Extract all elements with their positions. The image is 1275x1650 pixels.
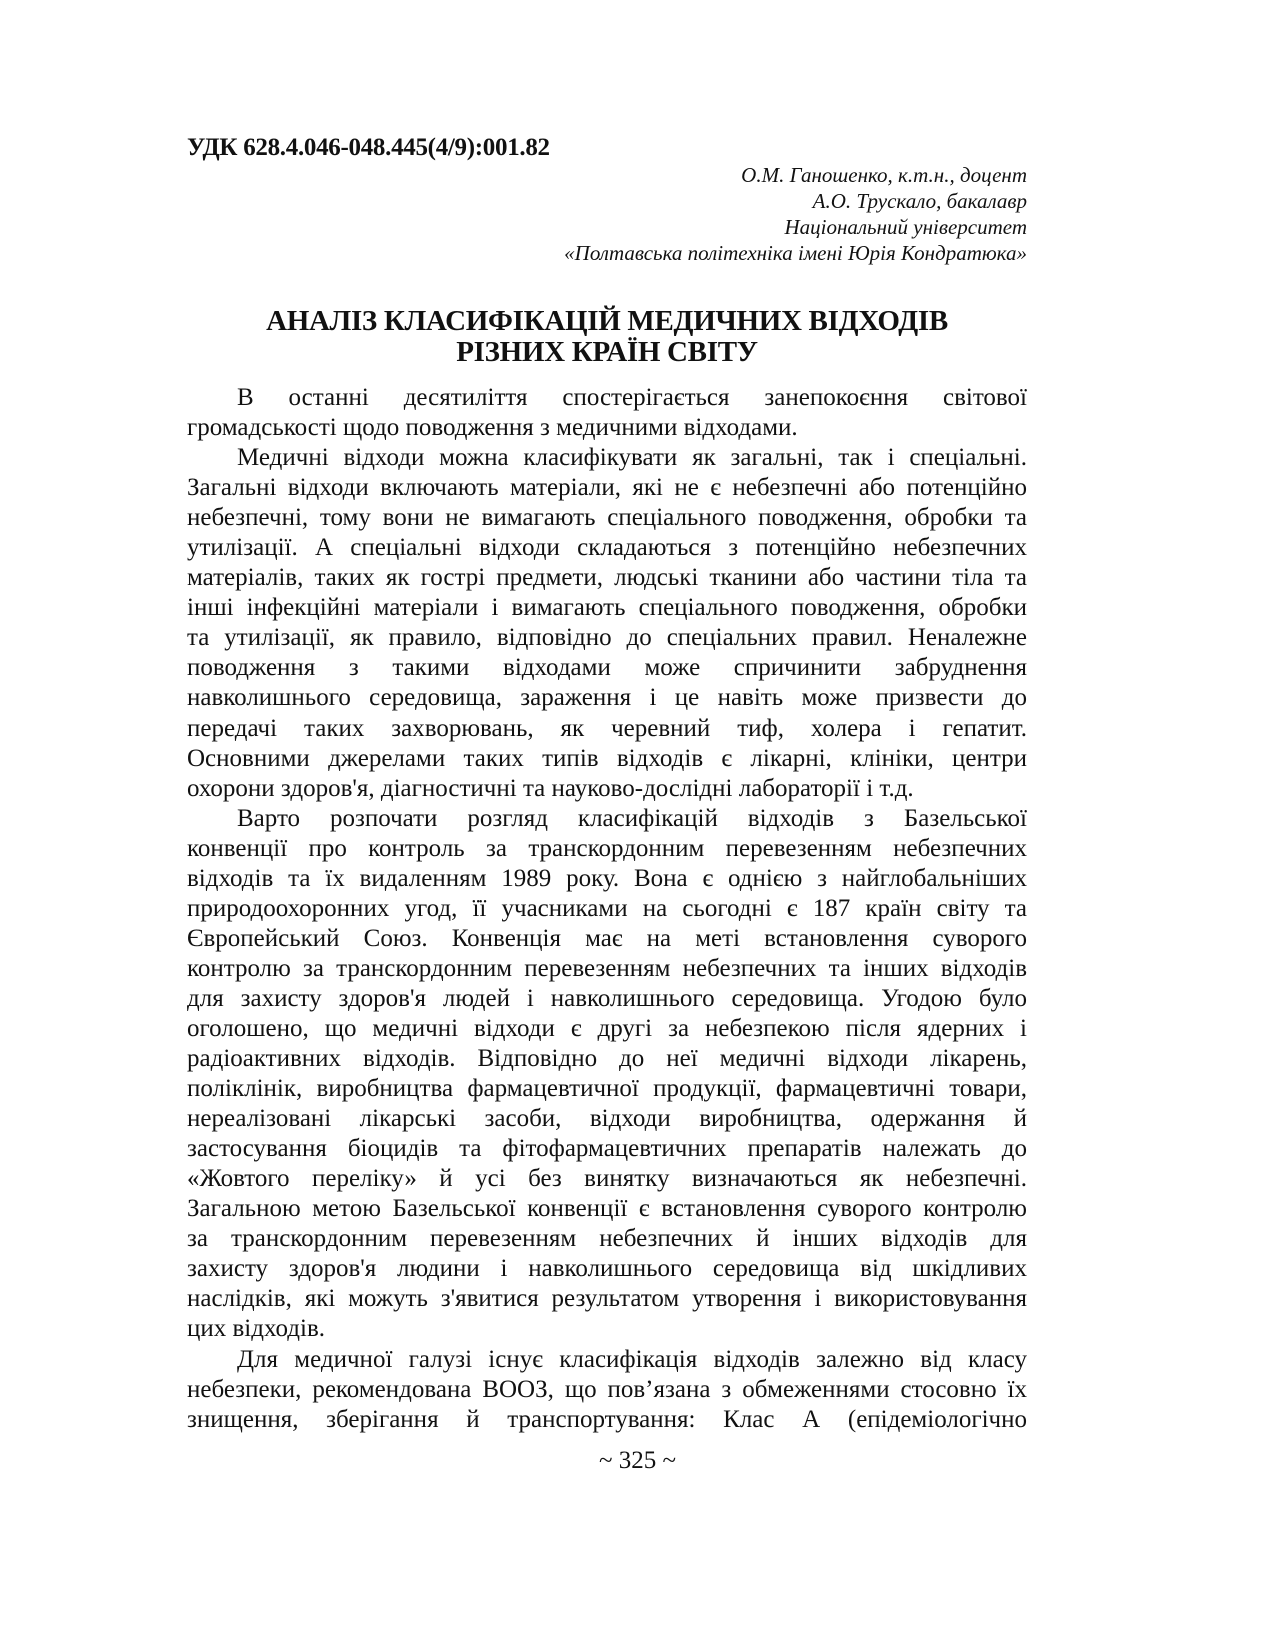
text-line: небезпечні, тому вони не вимагають спеціального поводження, обробки та [187,504,1027,532]
text-line: інші інфекційні матеріали і вимагають спеціального поводження, обробки [187,594,1027,622]
author-2: А.О. Трускало, бакалавр [812,189,1027,213]
text-line: навколишнього середовища, зараження і це навіть може призвести до [187,684,1027,712]
article-body [187,383,1027,1435]
text-line: цих відходів. [187,1315,326,1343]
text-line: Загальною метою Базельської конвенції є встановлення суворого контролю [187,1195,1027,1223]
text-line: нереалізовані лікарські засоби, відходи виробництва, одержання й [187,1105,1027,1133]
udc-code: УДК 628.4.046-048.445(4/9):001.82 [187,134,550,161]
text-line: В останні десятиліття спостерігається занепокоєння світової [237,384,1027,411]
text-line: поводження з такими відходами може спричинити забруднення [187,654,1027,682]
text-line: Для медичної галузі існує класифікація відходів залежно від класу [237,1345,1027,1373]
text-line: відходів та їх видаленням 1989 року. Вона є однією з найглобальніших [187,864,1027,892]
text-line: застосування біоцидів та фітофармацевтичних препаратів належать до [187,1135,1027,1163]
text-line: громадськості щодо поводження з медичними відходами. [187,414,798,442]
text-line: матеріалів, таких як гострі предмети, людські тканини або частини тіла та [187,564,1027,592]
text-line: за транскордонним перевезенням небезпечних й інших відходів для [187,1225,1027,1253]
text-line: знищення, зберігання й транспортування: Клас А (епідеміологічно [187,1405,1027,1433]
title-line-2: РІЗНИХ КРАЇН СВІТУ [456,336,758,368]
paragraph [187,804,1027,1345]
text-line: передачі таких захворювань, як черевний тиф, холера і гепатит. [187,714,1027,742]
text-line: Загальні відходи включають матеріали, які не є небезпечні або потенційно [187,474,1027,502]
text-line: природоохоронних угод, її учасниками на сьогодні є 187 країн світу та [187,894,1027,922]
text-line: Основними джерелами таких типів відходів є лікарні, клініки, центри [187,744,1027,772]
text-line: Медичні відходи можна класифікувати як загальні, так і спеціальні. [237,444,1027,472]
text-line: та утилізації, як правило, відповідно до спеціальних правил. Неналежне [187,624,1027,652]
text-line: оголошено, що медичні відходи є другі за небезпекою після ядерних і [187,1014,1027,1042]
affiliation: Національний університет [784,215,1027,239]
text-line: контролю за транскордонним перевезенням небезпечних та інших відходів [187,954,1027,982]
author-block [564,162,1027,266]
page-number: ~ 325 ~ [598,1447,677,1474]
paragraph [187,1345,1027,1435]
text-line: конвенції про контроль за транскордонним перевезенням небезпечних [187,834,1027,862]
paragraph [187,383,1027,443]
text-line: «Жовтого переліку» й усі без винятку визначаються як небезпечні. [187,1165,1027,1193]
text-line: радіоактивних відходів. Відповідно до неї медичні відходи лікарень, [187,1045,1027,1073]
text-line: наслідків, які можуть з'явитися результатом утворення і використовування [187,1285,1027,1313]
text-line: утилізації. А спеціальні відходи складаються з потенційно небезпечних [187,534,1027,562]
text-line: охорони здоров'я, діагностичні та науково-дослідні лабораторії і т.д. [187,774,914,802]
article-title [187,306,1027,368]
text-line: небезпеки, рекомендована ВООЗ, що пов’язана з обмеженнями стосовно їх [187,1375,1027,1403]
text-line: поліклінік, виробництва фармацевтичної продукції, фармацевтичні товари, [187,1075,1027,1103]
title-line-1: АНАЛІЗ КЛАСИФІКАЦІЙ МЕДИЧНИХ ВІДХОДІВ [266,305,948,337]
author-1: О.М. Ганошенко, к.т.н., доцент [741,163,1027,187]
text-line: захисту здоров'я людини і навколишнього середовища від шкідливих [187,1255,1027,1283]
text-line: для захисту здоров'я людей і навколишнього середовища. Угодою було [187,984,1027,1012]
text-line: Варто розпочати розгляд класифікацій відходів з Базельської [237,804,1027,832]
text-line: Європейський Союз. Конвенція має на меті встановлення суворого [187,924,1027,952]
paragraph [187,443,1027,804]
affiliation-name: «Полтавська політехніка імені Юрія Кондратюка» [564,241,1027,265]
